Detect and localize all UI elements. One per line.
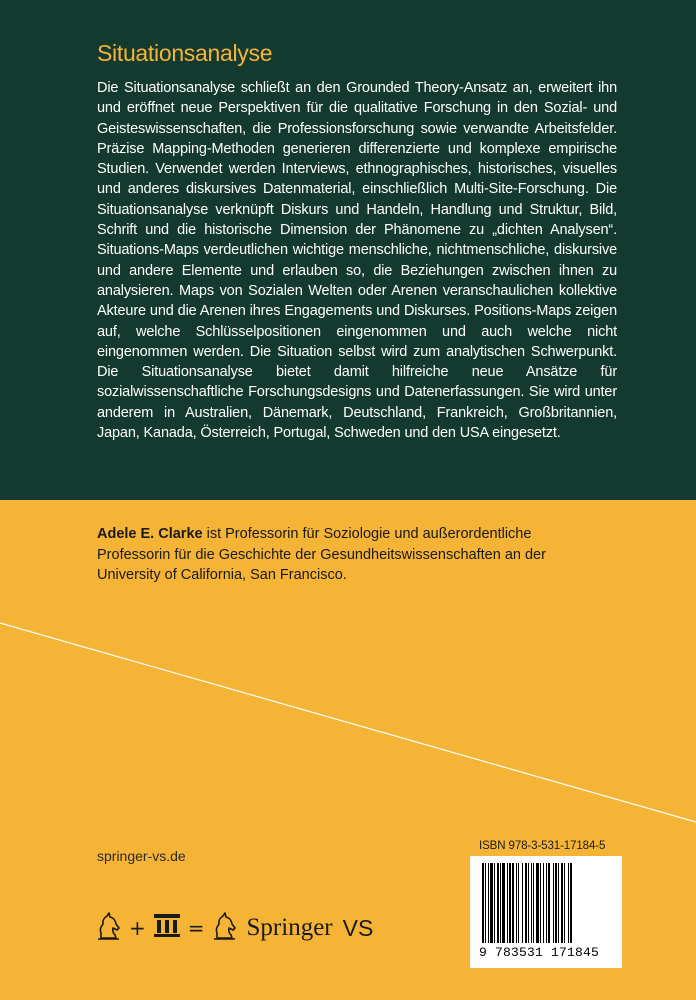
barcode-bar (553, 863, 554, 943)
barcode-bars (478, 863, 614, 945)
barcode-bar (528, 863, 529, 943)
plus-sign: + (129, 916, 146, 940)
vs-verlag-icon (152, 911, 182, 946)
barcode-bar (555, 863, 557, 943)
barcode-bar (490, 863, 493, 943)
vs-wordmark: VS (342, 914, 374, 941)
barcode-bar (522, 863, 523, 943)
barcode-bar (536, 863, 539, 943)
barcode-bar (482, 863, 484, 943)
barcode-bar (546, 863, 547, 943)
barcode-bar (509, 863, 511, 943)
barcode-bar (543, 863, 544, 943)
barcode-bar (533, 863, 534, 943)
barcode-bar (570, 863, 572, 943)
barcode-bar (488, 863, 489, 943)
author-bio: ist Professorin für Soziologie und außerordentliche Professorin für die Geschichte der Gesundheitswissenschaften an der University of California, San Francisco. (97, 526, 546, 583)
book-title: Situationsanalyse (97, 40, 273, 66)
barcode-digits: 9 783531 171845 (479, 945, 600, 960)
barcode-bar (540, 863, 541, 943)
barcode-bar (485, 863, 486, 943)
author-name: Adele E. Clarke (97, 526, 203, 542)
website-url: springer-vs.de (97, 848, 186, 864)
barcode-bar (548, 863, 550, 943)
barcode-bar (516, 863, 517, 943)
springer-knight-icon (95, 911, 123, 946)
barcode-bar (507, 863, 508, 943)
barcode-bar (502, 863, 505, 943)
barcode-bar (531, 863, 532, 943)
barcode-bar (512, 863, 514, 943)
barcode (470, 856, 622, 968)
equals-sign: = (187, 916, 205, 940)
publisher-logo (95, 908, 373, 948)
barcode-bar (518, 863, 519, 943)
barcode-bar (497, 863, 499, 943)
barcode-bar (525, 863, 527, 943)
blurb-text: Die Situationsanalyse schließt an den Grounded Theory-Ansatz an, erweitert ihn und eröffnet neue Perspektiven für die qualitative Forschung in den Sozial- und Geisteswissenschaften, die Professionsforschung sowie verwandte Arbeitsfelder. Präzise Mapping-Methoden generieren differenzierte und komplexe empirische Studien. Verwendet werden Interviews, ethnographisches, historisches, visuelles und anderes diskursives Datenmaterial, einschließlich Multi-Site-Forschung. Die Situationsanalyse verknüpft Diskurs und Handeln, Handlung und Struktur, Bild, Schrift und die historische Dimension der Phänomene zu „dichten Analysen“. Situations-Maps verdeutlichen wichtige menschliche, nichtmenschliche, diskursive und andere Elemente und erlauben so, die Beziehungen zwischen ihnen zu analysieren. Maps von Sozialen Welten oder Arenen veranschaulichen kollektive Akteure und die Arenen ihres Engagements und Diskurses. Positions-Maps zeigen auf, welche Schlüsselpositionen eingenommen und auch welche nicht eingenommen werden. Die Situation selbst wird zum analytischen Schwerpunkt. Die Situationsanalyse bietet damit hilfreiche neue Ansätze für sozialwissenschaftliche Forschungsdesigns und Datenerfassungen. Sie wird unter anderem in Australien, Dänemark, Deutschland, Frankreich, Großbritannien, Japan, Kanada, Österreich, Portugal, Schweden und den USA eingesetzt. (97, 80, 617, 442)
springer-wordmark: Springer (246, 914, 333, 941)
isbn-label: ISBN 978-3-531-17184-5 (479, 840, 606, 852)
barcode-bar (564, 863, 565, 943)
barcode-bar (500, 863, 501, 943)
barcode-bar (558, 863, 559, 943)
barcode-bar (561, 863, 563, 943)
barcode-bar (494, 863, 495, 943)
barcode-bar (568, 863, 569, 943)
springer-knight-icon (211, 911, 239, 946)
